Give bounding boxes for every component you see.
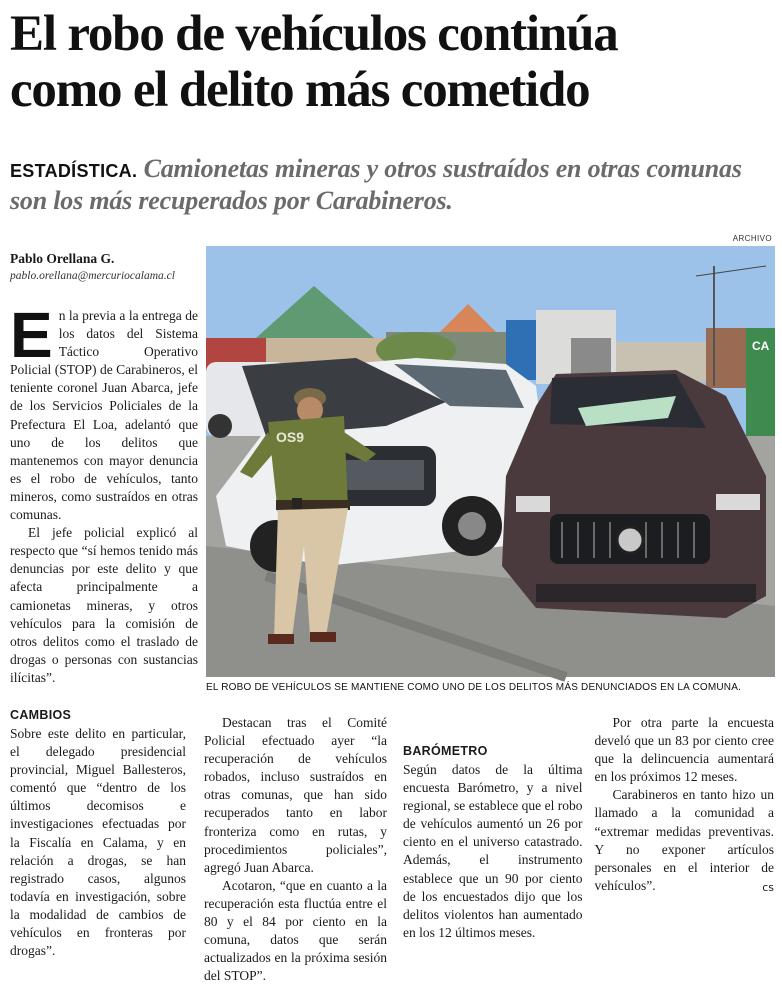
headline-line-2: como el delito más cometido (10, 62, 590, 118)
store-sign-text: CA (752, 339, 770, 353)
deck-kicker: ESTADÍSTICA. (10, 161, 138, 181)
article-column-1 (10, 696, 186, 960)
vest-text: OS9 (276, 429, 305, 445)
barometro-paragraph-1: Según datos de la última encuesta Barómetro, y a nivel regional, se establece que el robo de vehículos aumentó un 26 por ciento en el universo catastrado. Además, el instrumento establece que un 90 por ciento de los encuestados dijo que los delitos violentos han aumentado en los 12 últimos meses. (403, 762, 583, 940)
photo-credit: ARCHIVO (732, 234, 772, 243)
article-column-2 (204, 714, 387, 985)
headline-line-1: El robo de vehículos continúa (10, 6, 618, 62)
subhead-cambios: CAMBIOS (10, 708, 72, 722)
headline (10, 6, 774, 118)
deck-text: Camionetas mineras y otros sustraídos en otras comunas son los más recuperados por Carabineros. (10, 154, 742, 215)
end-mark-icon: cs (762, 880, 774, 894)
intro-paragraph-1: En la previa a la entrega de los datos del Sistema Táctico Operativo Policial (STOP) de Carabineros, el teniente coronel Juan Abarca, jefe de los Servicios Policiales de la Prefectura El Loa, adelantó que uno de los delitos que mantenemos con mayor denuncia es el robo de vehículos, tanto mineros, como sustraídos en otras comunas. (10, 299, 198, 523)
cambios-paragraph: Sobre este delito en particular, el delegado presidencial provincial, Miguel Ballesteros, comentó que “dentro de los últimos decomisos e investigaciones efectuadas por la Fiscalía en Calama, y en relación a drogas, se han registrado casos, algunos todavía en investigación, sobre la modalidad de cambios de vehículos en fronteras por drogas”. (10, 726, 186, 959)
barometro-paragraph-3: Carabineros en tanto hizo un llamado a la comunidad a “extremar medidas preventivas. Y no exponer artículos personales en el interior de vehículos”. cs (595, 786, 775, 895)
deck (10, 154, 774, 216)
news-photo (206, 246, 775, 677)
dropcap: E (10, 299, 53, 371)
subhead-barometro: BARÓMETRO (403, 744, 488, 758)
byline-email[interactable]: pablo.orellana@mercuriocalama.cl (10, 270, 175, 282)
column-2-paragraph-1: Destacan tras el Comité Policial efectuado ayer “la recuperación de vehículos robados, incluso sustraídos en otras comunas, que han sido recuperados tanto en labor fronteriza como en rutas, y procedimientos policiales”, agregó Juan Abarca. (204, 715, 387, 875)
photo-illustration (206, 246, 775, 677)
article-columns-3-4 (403, 714, 774, 958)
byline-author: Pablo Orellana G. (10, 251, 115, 266)
column-2-paragraph-2: Acotaron, “que en cuanto a la recuperación esta fluctúa entre el 80 y el 84 por ciento en la comuna, datos que serán actualizados en la próxima sesión del STOP”. (204, 877, 387, 984)
photo-caption: EL ROBO DE VEHÍCULOS SE MANTIENE COMO UNO DE LOS DELITOS MÁS DENUNCIADOS EN LA COMUNA. (206, 682, 742, 693)
barometro-paragraph-2: Por otra parte la encuesta develó que un 83 por ciento cree que la delincuencia aumentará en los próximos 12 meses. (594, 715, 774, 785)
article-intro-column (10, 299, 198, 687)
byline (10, 250, 200, 284)
intro-paragraph-2: El jefe policial explicó al respecto que “sí hemos tenido más denuncias por este delito y que afecta principalmente a camionetas mineras, y otros vehículos para la comisión de otros delitos como el traslado de drogas o personas con sustancias ilícitas”. (10, 525, 198, 685)
